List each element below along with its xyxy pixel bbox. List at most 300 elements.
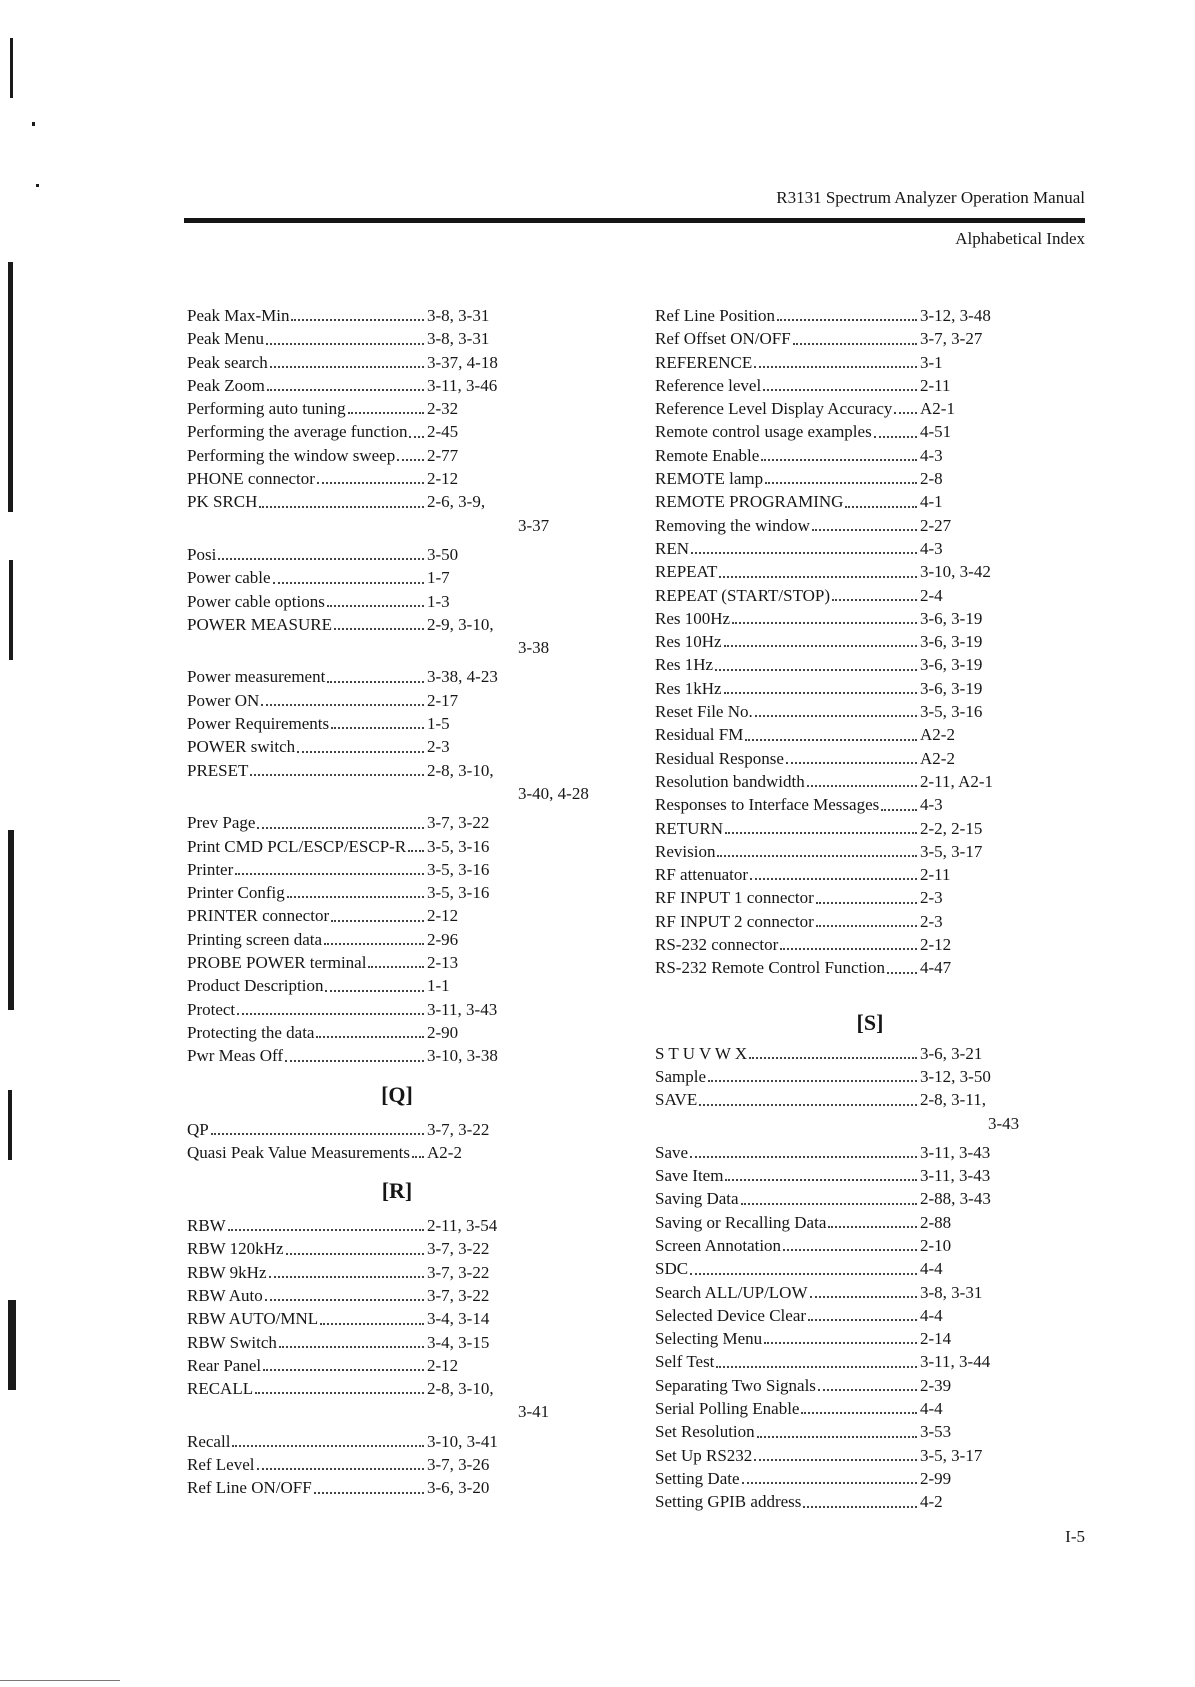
leader-dots <box>765 482 917 484</box>
leader-dots <box>255 1392 424 1394</box>
leader-dots <box>732 622 917 624</box>
index-pages: 2-77 <box>427 445 459 465</box>
index-term: REPEAT <box>655 562 718 582</box>
index-term: RBW AUTO/MNL <box>187 1309 319 1329</box>
index-entry <box>655 467 1085 490</box>
leader-dots <box>317 482 424 484</box>
section-heading: [Q] <box>381 1081 413 1107</box>
index-entry <box>655 1257 1085 1280</box>
binding-mark <box>9 560 13 660</box>
index-entry <box>187 735 607 758</box>
index-pages: 2-10 <box>920 1235 952 1255</box>
index-pages: 2-3 <box>920 911 943 931</box>
index-term: Recall <box>187 1431 231 1451</box>
index-entry <box>187 811 607 834</box>
index-term: Saving or Recalling Data <box>655 1212 827 1232</box>
index-pages: 3-5, 3-16 <box>427 859 490 879</box>
index-term: Printing screen data <box>187 929 323 949</box>
index-term: S T U V W X <box>655 1043 748 1063</box>
index-term: Res 100Hz <box>655 608 731 628</box>
index-entry <box>655 933 1085 956</box>
leader-dots <box>334 628 424 630</box>
index-term: POWER MEASURE <box>187 614 332 634</box>
leader-dots <box>749 1057 917 1059</box>
index-entry <box>187 1354 607 1377</box>
index-pages: 2-9, 3-10, <box>427 614 494 634</box>
footer-scan-line <box>0 1680 120 1681</box>
leader-dots <box>754 366 917 368</box>
index-pages: 2-88, 3-43 <box>920 1189 991 1209</box>
index-pages: 3-4, 3-15 <box>427 1332 490 1352</box>
leader-dots <box>320 1323 424 1325</box>
index-entry <box>655 1444 1085 1467</box>
index-entry <box>187 490 607 513</box>
leader-dots <box>699 1104 917 1106</box>
index-term: Res 1kHz <box>655 678 722 698</box>
index-entry <box>187 1118 607 1141</box>
index-pages: 3-12, 3-48 <box>920 306 991 325</box>
section-heading: [S] <box>856 1009 884 1035</box>
index-pages: 4-3 <box>920 795 943 815</box>
index-term: Printer Config <box>187 883 285 903</box>
binding-mark <box>8 830 14 1010</box>
index-pages: 3-11, 3-43 <box>427 999 498 1019</box>
index-term: Rear Panel <box>187 1355 262 1375</box>
index-pages: 3-5, 3-16 <box>920 702 983 722</box>
index-pages: 3-6, 3-19 <box>920 632 983 652</box>
index-term: Selecting Menu <box>655 1329 763 1349</box>
index-entry <box>187 689 607 712</box>
index-pages: 2-39 <box>920 1375 952 1395</box>
binding-mark <box>8 1090 12 1160</box>
index-pages: 2-11 <box>920 375 951 395</box>
leader-dots <box>716 1366 917 1368</box>
index-pages: 3-7, 3-22 <box>427 813 490 833</box>
leader-dots <box>780 948 917 950</box>
index-entry <box>187 1237 607 1260</box>
index-pages: A2-2 <box>427 1142 462 1162</box>
index-entry <box>655 1088 1085 1111</box>
index-pages: 3-8, 3-31 <box>427 329 490 349</box>
leader-dots <box>690 1273 917 1275</box>
index-term: RS-232 connector <box>655 935 779 955</box>
index-entry <box>187 304 607 327</box>
index-pages-continued: 3-41 <box>518 1402 550 1422</box>
index-term: SDC <box>655 1259 689 1279</box>
index-entry <box>655 1065 1085 1088</box>
index-pages: 3-7, 3-26 <box>427 1455 490 1475</box>
index-entry <box>187 665 607 688</box>
index-pages: 3-1 <box>920 352 943 372</box>
index-term: Saving Data <box>655 1189 739 1209</box>
leader-dots <box>816 925 917 927</box>
index-term: Separating Two Signals <box>655 1375 816 1395</box>
index-term: Ref Line ON/OFF <box>187 1478 312 1498</box>
binding-mark <box>32 122 35 126</box>
index-pages: 2-99 <box>920 1468 952 1488</box>
index-entry <box>187 1044 607 1067</box>
leader-dots <box>409 436 424 438</box>
leader-dots <box>348 412 424 414</box>
index-term: Removing the window <box>655 515 810 535</box>
index-term: SAVE <box>655 1090 698 1110</box>
leader-dots <box>742 1482 917 1484</box>
index-term: Protect <box>187 999 236 1019</box>
index-pages: 3-5, 3-16 <box>427 836 490 856</box>
index-entry <box>187 858 607 881</box>
binding-mark <box>36 184 39 187</box>
index-entry <box>187 1141 607 1164</box>
header-rule <box>184 218 1085 223</box>
index-term: Power ON <box>187 690 260 710</box>
leader-dots <box>810 1296 918 1298</box>
index-term: PHONE connector <box>187 469 315 489</box>
leader-dots <box>218 558 424 560</box>
index-pages: 2-3 <box>427 737 450 757</box>
leader-dots <box>808 1319 917 1321</box>
index-entry <box>655 1350 1085 1373</box>
index-pages: 3-12, 3-50 <box>920 1066 991 1086</box>
index-entry <box>655 560 1085 583</box>
leader-dots <box>412 1156 424 1158</box>
index-pages: 2-8, 3-10, <box>427 1379 494 1399</box>
index-term: Save Item <box>655 1166 724 1186</box>
index-term: Set Resolution <box>655 1422 755 1442</box>
leader-dots <box>259 506 424 508</box>
index-entry <box>187 327 607 350</box>
index-term: Ref Level <box>187 1455 255 1475</box>
index-term: Save <box>655 1142 689 1162</box>
leader-dots <box>715 669 917 671</box>
index-term: Power cable options <box>187 591 325 611</box>
index-pages: 2-3 <box>920 888 943 908</box>
index-term: RBW 9kHz <box>187 1262 267 1282</box>
index-entry <box>655 490 1085 513</box>
index-term: Print CMD PCL/ESCP/ESCP-R <box>187 836 407 856</box>
index-pages: 3-7, 3-22 <box>427 1239 490 1259</box>
index-pages: 4-4 <box>920 1305 943 1325</box>
index-pages: 2-11 <box>920 865 951 885</box>
index-term: Ref Line Position <box>655 306 775 325</box>
index-term: RBW Switch <box>187 1332 277 1352</box>
leader-dots <box>408 850 424 852</box>
index-entry <box>655 840 1085 863</box>
index-term: Quasi Peak Value Measurements <box>187 1142 410 1162</box>
page-number: I-5 <box>1065 1527 1085 1546</box>
leader-dots <box>232 1445 424 1447</box>
index-entry <box>187 420 607 443</box>
index-term: Search ALL/UP/LOW <box>655 1282 808 1302</box>
index-entry <box>655 514 1085 537</box>
index-term: Reset File No. <box>655 702 753 722</box>
index-entry <box>187 974 607 997</box>
leader-dots <box>327 605 424 607</box>
index-pages: 3-6, 3-20 <box>427 1478 490 1498</box>
index-pages: 4-4 <box>920 1399 943 1419</box>
index-term: Sample <box>655 1066 706 1086</box>
index-entry <box>655 1490 1085 1513</box>
index-term: Power measurement <box>187 667 326 687</box>
index-term: QP <box>187 1119 209 1139</box>
leader-dots <box>297 751 424 753</box>
leader-dots <box>235 873 424 875</box>
index-entry <box>655 1327 1085 1350</box>
index-entry <box>187 759 607 782</box>
index-pages: 1-7 <box>427 568 450 588</box>
index-entry <box>187 351 607 374</box>
index-entry <box>187 712 607 735</box>
index-term: Protecting the data <box>187 1022 315 1042</box>
leader-dots <box>894 412 917 414</box>
index-entry <box>655 863 1085 886</box>
index-pages: 3-10, 3-42 <box>920 562 991 582</box>
index-term: Residual Response <box>655 748 784 768</box>
index-term: Performing auto tuning <box>187 399 346 419</box>
index-pages: 2-2, 2-15 <box>920 818 983 838</box>
index-pages: 4-4 <box>920 1259 943 1279</box>
leader-dots <box>325 990 424 992</box>
leader-dots <box>757 1436 917 1438</box>
index-pages: 2-8, 3-11, <box>920 1090 986 1110</box>
leader-dots <box>691 552 917 554</box>
binding-margin-marks <box>0 0 60 1687</box>
index-entry <box>187 467 607 490</box>
index-entry <box>187 1377 607 1400</box>
index-entry <box>187 590 607 613</box>
index-entry <box>187 1430 607 1453</box>
leader-dots <box>725 832 917 834</box>
index-entry <box>187 444 607 467</box>
index-term: Prev Page <box>187 813 256 833</box>
index-term: RETURN <box>655 818 723 838</box>
index-pages: 3-5, 3-17 <box>920 841 983 861</box>
index-pages: 2-12 <box>427 906 459 926</box>
left-index-column <box>187 304 607 1500</box>
leader-dots <box>211 1133 424 1135</box>
index-pages: 2-12 <box>427 1355 459 1375</box>
index-pages: 3-5, 3-16 <box>427 883 490 903</box>
index-pages: 3-7, 3-22 <box>427 1262 490 1282</box>
index-term: Self Test <box>655 1352 715 1372</box>
leader-dots <box>832 599 917 601</box>
index-pages: 4-51 <box>920 422 952 442</box>
index-pages: 3-8, 3-31 <box>427 306 490 325</box>
index-pages: 3-38, 4-23 <box>427 667 498 687</box>
index-entry <box>655 607 1085 630</box>
index-pages: 4-2 <box>920 1492 943 1512</box>
index-term: Ref Offset ON/OFF <box>655 329 791 349</box>
leader-dots <box>285 1060 424 1062</box>
index-pages: 2-32 <box>427 399 459 419</box>
leader-dots <box>754 1459 917 1461</box>
leader-dots <box>724 692 917 694</box>
index-pages-continued: 3-37 <box>518 515 550 535</box>
index-entry <box>655 630 1085 653</box>
index-entry <box>655 956 1085 979</box>
leader-dots <box>397 459 424 461</box>
index-pages: 2-11, A2-1 <box>920 771 994 791</box>
index-entry <box>187 397 607 420</box>
index-term: Peak Max-Min <box>187 306 290 325</box>
leader-dots <box>717 855 917 857</box>
index-term: Power Requirements <box>187 714 330 734</box>
leader-dots <box>803 1506 917 1508</box>
index-term: REMOTE lamp <box>655 469 764 489</box>
index-entry <box>187 1261 607 1284</box>
index-entry <box>655 653 1085 676</box>
index-pages: 2-4 <box>920 585 943 605</box>
leader-dots <box>269 1276 425 1278</box>
index-entry <box>187 1476 607 1499</box>
index-term: RBW Auto <box>187 1285 263 1305</box>
index-term: Power cable <box>187 568 271 588</box>
leader-dots <box>763 389 917 391</box>
index-pages: 2-12 <box>427 469 459 489</box>
index-entry <box>655 327 1085 350</box>
index-pages: 3-11, 3-43 <box>920 1166 991 1186</box>
index-term: Printer <box>187 859 234 879</box>
leader-dots <box>755 715 917 717</box>
index-pages: 3-4, 3-14 <box>427 1309 490 1329</box>
binding-mark <box>8 1300 16 1390</box>
index-pages: 2-17 <box>427 690 459 710</box>
index-pages: A2-2 <box>920 748 955 768</box>
index-term: Setting Date <box>655 1468 740 1488</box>
leader-dots <box>719 576 917 578</box>
index-pages: 2-12 <box>920 935 952 955</box>
leader-dots <box>750 878 917 880</box>
leader-dots <box>314 1492 424 1494</box>
index-term: RBW <box>187 1216 226 1236</box>
index-pages: 4-1 <box>920 492 943 512</box>
index-pages: 3-11, 3-44 <box>920 1352 991 1372</box>
index-pages: 3-10, 3-38 <box>427 1046 498 1066</box>
index-pages: 3-7, 3-27 <box>920 329 983 349</box>
index-entry <box>655 1281 1085 1304</box>
index-entry <box>655 420 1085 443</box>
section-heading: [R] <box>381 1178 413 1204</box>
index-pages: 2-6, 3-9, <box>427 492 486 512</box>
index-pages: 3-53 <box>920 1422 952 1442</box>
leader-dots <box>279 1346 424 1348</box>
index-entry <box>655 793 1085 816</box>
right-index-column <box>655 304 1085 1514</box>
index-term: Remote Enable <box>655 445 760 465</box>
index-pages: 2-8 <box>920 469 943 489</box>
index-entry <box>655 700 1085 723</box>
index-entry <box>187 613 607 636</box>
index-pages: 3-7, 3-22 <box>427 1285 490 1305</box>
index-entry <box>187 1284 607 1307</box>
index-entry <box>655 304 1085 327</box>
index-term: RBW 120kHz <box>187 1239 284 1259</box>
index-term: Reference Level Display Accuracy <box>655 399 893 419</box>
leader-dots <box>708 1080 917 1082</box>
index-entry <box>655 910 1085 933</box>
index-pages: 2-45 <box>427 422 459 442</box>
index-pages: 3-10, 3-41 <box>427 1431 498 1451</box>
index-term: REMOTE PROGRAMING <box>655 492 844 512</box>
index-entry <box>655 351 1085 374</box>
index-term: Selected Device Clear <box>655 1305 807 1325</box>
index-pages: 2-88 <box>920 1212 952 1232</box>
index-entry <box>655 1187 1085 1210</box>
index-pages: 2-13 <box>427 953 459 973</box>
index-term: Pwr Meas Off <box>187 1046 284 1066</box>
index-entry <box>655 537 1085 560</box>
leader-dots <box>745 739 917 741</box>
index-pages: 1-1 <box>427 976 450 996</box>
index-term: Performing the window sweep <box>187 445 396 465</box>
index-pages: 4-47 <box>920 958 952 978</box>
index-pages: 4-3 <box>920 538 943 558</box>
index-entry <box>655 1211 1085 1234</box>
index-pages: 3-50 <box>427 544 459 564</box>
index-term: REFERENCE <box>655 352 753 372</box>
index-pages: 3-37, 4-18 <box>427 352 498 372</box>
index-term: PK SRCH <box>187 492 258 512</box>
index-pages: 4-3 <box>920 445 943 465</box>
index-entry <box>187 1331 607 1354</box>
leader-dots <box>764 1342 917 1344</box>
index-pages: 2-14 <box>920 1329 952 1349</box>
index-term: Responses to Interface Messages <box>655 795 880 815</box>
index-term: Screen Annotation <box>655 1235 782 1255</box>
index-term: Revision <box>655 841 716 861</box>
index-term: Residual FM <box>655 725 744 745</box>
index-entry <box>655 817 1085 840</box>
index-term: RF INPUT 1 connector <box>655 888 814 908</box>
index-entry <box>187 566 607 589</box>
index-entry <box>655 723 1085 746</box>
section-title: Alphabetical Index <box>955 229 1085 248</box>
index-entry <box>655 444 1085 467</box>
index-pages: 3-5, 3-17 <box>920 1445 983 1465</box>
leader-dots <box>250 774 424 776</box>
index-entry <box>187 1307 607 1330</box>
index-pages: A2-2 <box>920 725 955 745</box>
index-term: Posi <box>187 544 217 564</box>
index-term: Serial Polling Enable <box>655 1399 800 1419</box>
index-term: Performing the average function <box>187 422 408 442</box>
index-entry <box>187 998 607 1021</box>
leader-dots <box>801 1412 917 1414</box>
index-term: RS-232 Remote Control Function <box>655 958 885 978</box>
index-term: PROBE POWER terminal <box>187 953 367 973</box>
index-term: Peak Zoom <box>187 375 265 395</box>
index-pages: 2-90 <box>427 1022 459 1042</box>
index-pages: 3-6, 3-19 <box>920 678 983 698</box>
index-pages: 3-6, 3-21 <box>920 1043 983 1063</box>
index-entry <box>655 1042 1085 1065</box>
index-term: REN <box>655 538 689 558</box>
leader-dots <box>327 681 424 683</box>
leader-dots <box>263 1369 424 1371</box>
leader-dots <box>257 827 424 829</box>
index-entry <box>655 1234 1085 1257</box>
index-term: POWER switch <box>187 737 296 757</box>
leader-dots <box>267 389 424 391</box>
index-entry <box>187 374 607 397</box>
index-pages: 3-11, 3-43 <box>920 1142 991 1162</box>
index-entry <box>187 904 607 927</box>
manual-title: R3131 Spectrum Analyzer Operation Manual <box>776 188 1085 207</box>
leader-dots <box>265 1299 424 1301</box>
index-pages: 3-7, 3-22 <box>427 1119 490 1139</box>
leader-dots <box>291 319 424 321</box>
leader-dots <box>793 343 917 345</box>
leader-dots <box>266 343 424 345</box>
